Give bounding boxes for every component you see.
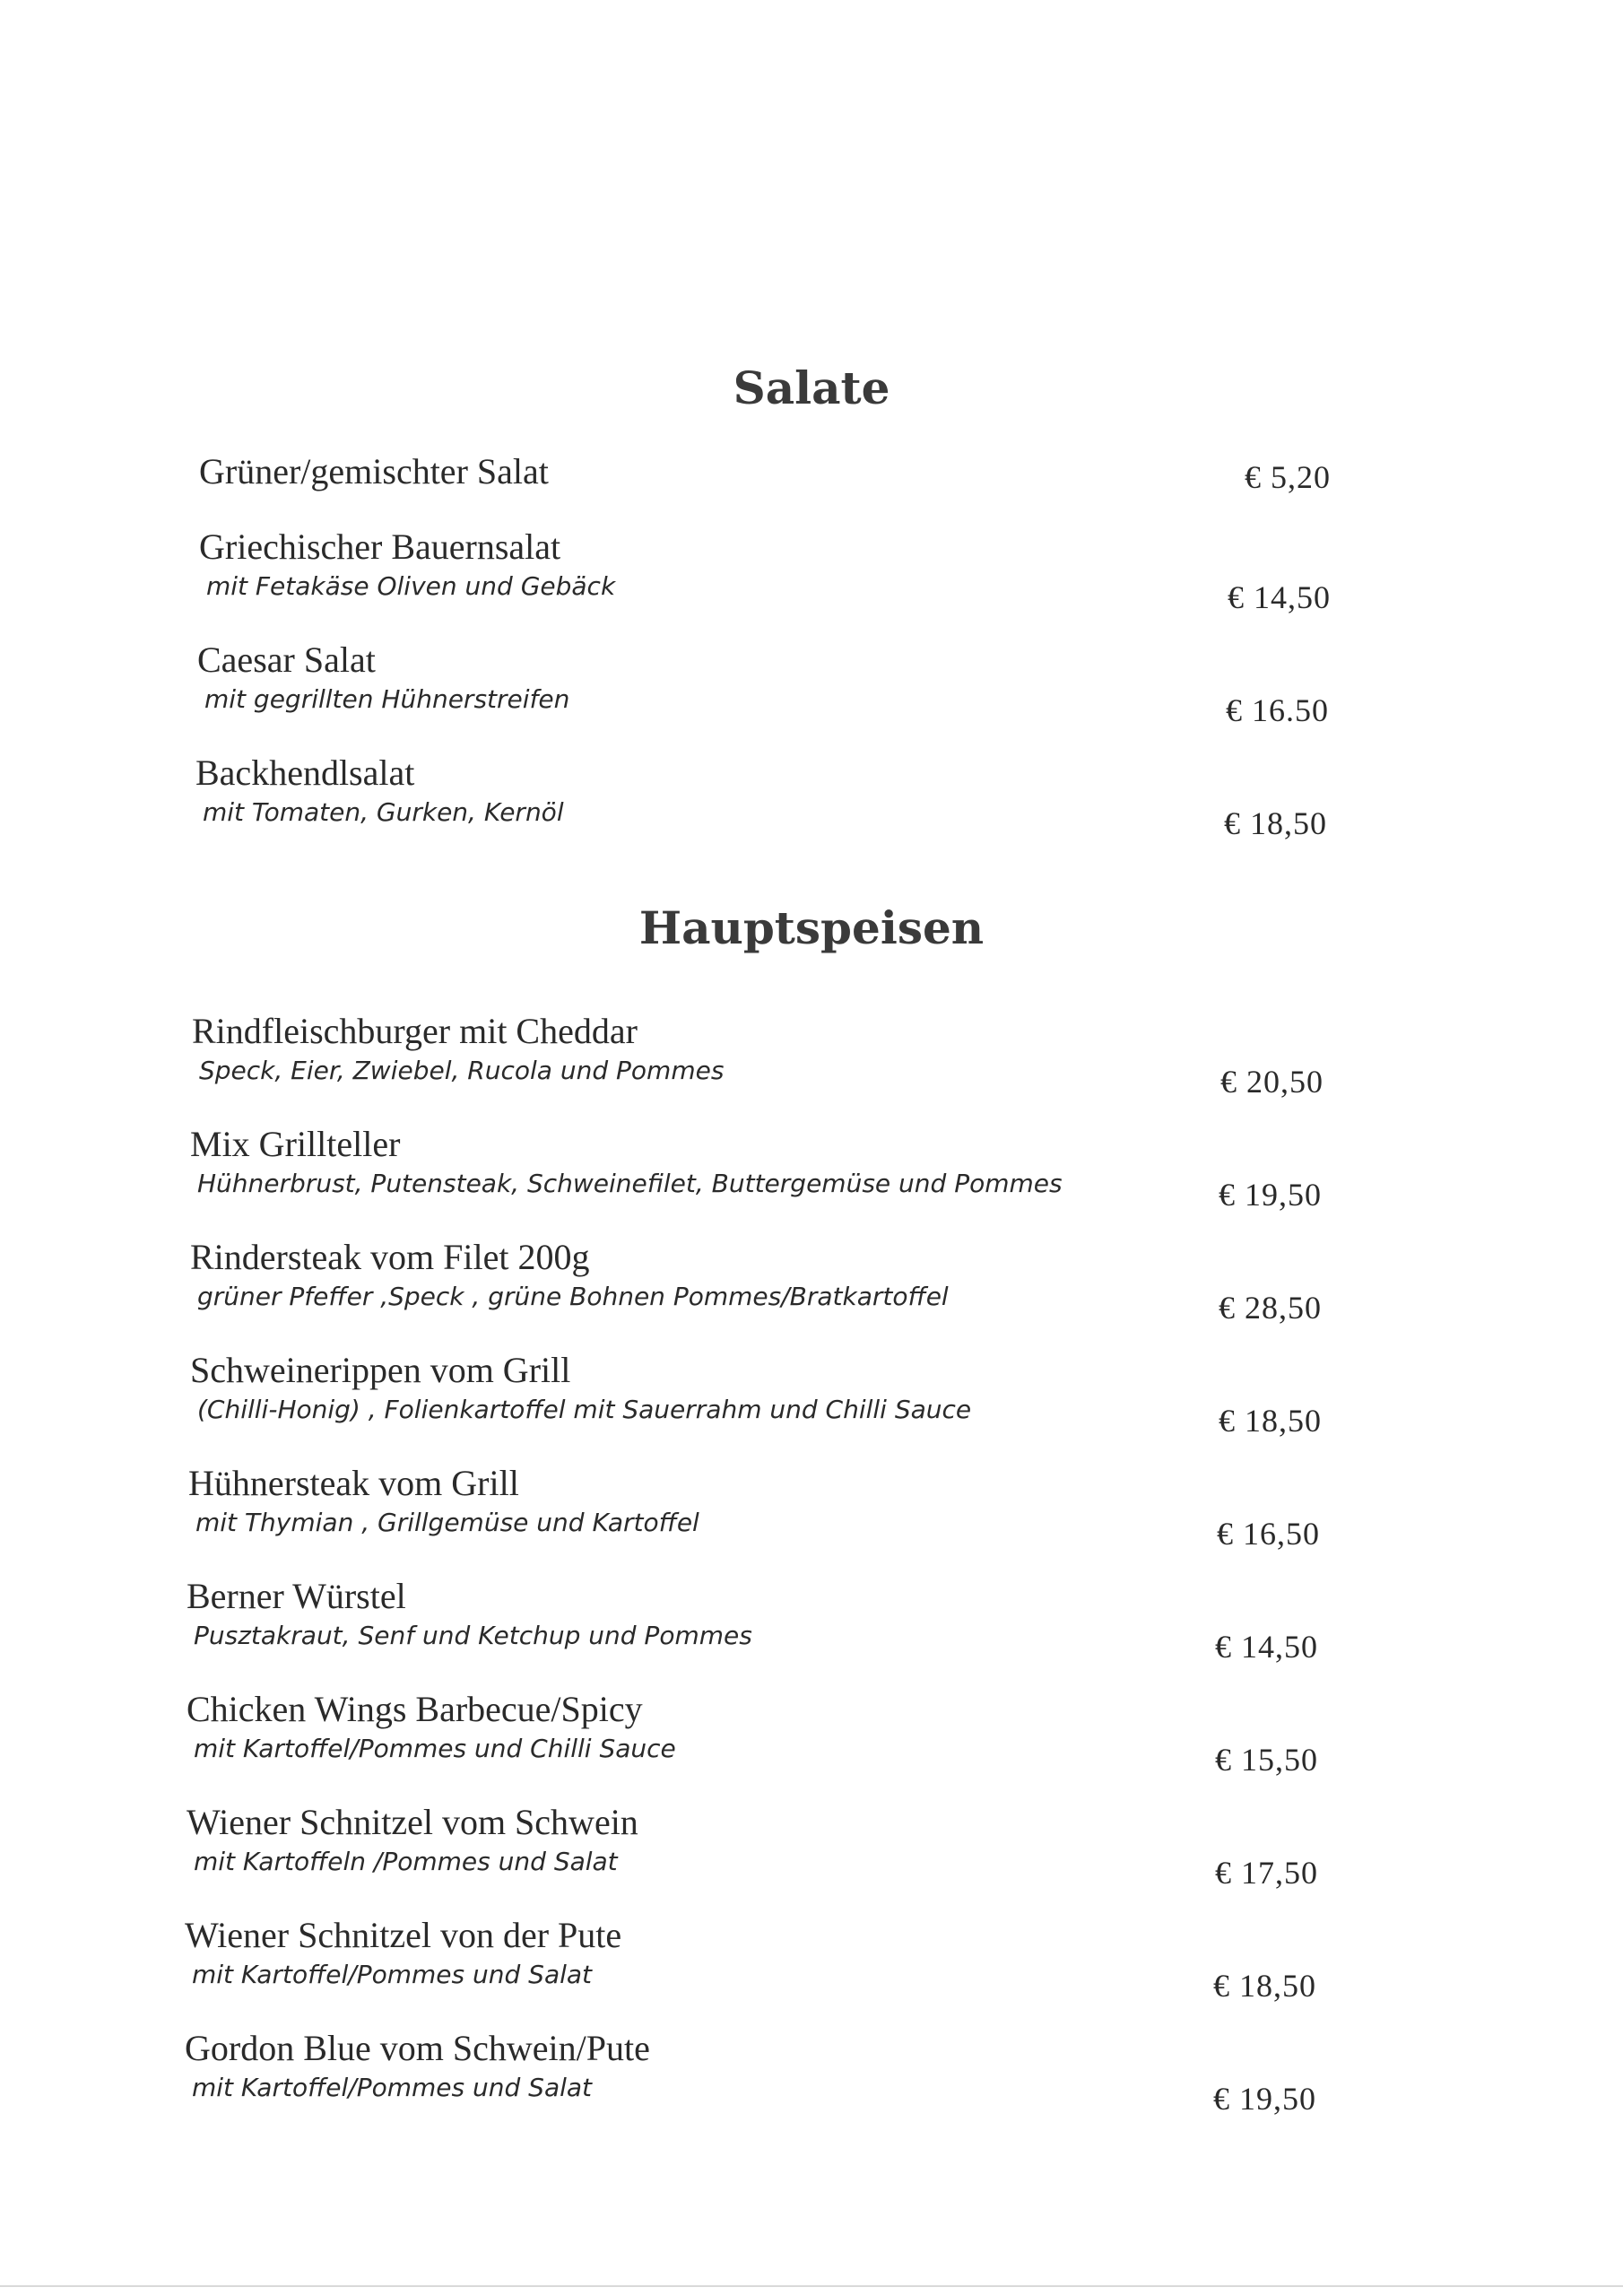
item-name: Rindfleischburger mit Cheddar <box>192 1011 638 1051</box>
item-name: Schweinerippen vom Grill <box>190 1350 571 1390</box>
menu-item-wiener-schnitzel-pute <box>185 1915 1316 2016</box>
item-name: Grüner/gemischter Salat <box>199 451 549 491</box>
item-description: mit Tomaten, Gurken, Kernöl <box>203 797 564 827</box>
item-description: grüner Pfeffer ,Speck , grüne Bohnen Pommes/Bratkartoffel <box>197 1282 949 1311</box>
item-price: € 28,50 <box>1219 1290 1322 1326</box>
item-name: Mix Grillteller <box>190 1124 401 1164</box>
item-description: mit Thymian , Grillgemüse und Kartoffel <box>195 1508 699 1537</box>
section-title-hauptspeisen: Hauptspeisen <box>638 901 985 954</box>
item-name: Gordon Blue vom Schwein/Pute <box>185 2028 650 2068</box>
section-title-salate: Salate <box>733 361 890 414</box>
page-bottom-edge <box>0 2285 1623 2287</box>
item-description: (Chilli-Honig) , Folienkartoffel mit Sauerrahm und Chilli Sauce <box>197 1395 972 1424</box>
item-description: mit Kartoffel/Pommes und Salat <box>192 1960 593 1989</box>
item-price: € 15,50 <box>1215 1742 1318 1778</box>
menu-item-huehnersteak <box>188 1465 1320 1564</box>
item-price: € 20,50 <box>1220 1064 1324 1100</box>
menu-item-rindersteak <box>190 1239 1322 1338</box>
item-description: mit Kartoffel/Pommes und Salat <box>192 2073 593 2102</box>
item-name: Griechischer Bauernsalat <box>199 526 561 567</box>
item-description: mit Kartoffel/Pommes und Chilli Sauce <box>194 1734 676 1763</box>
item-name: Chicken Wings Barbecue/Spicy <box>187 1689 643 1729</box>
menu-item-wiener-schnitzel-schwein <box>187 1802 1318 1903</box>
item-description: Hühnerbrust, Putensteak, Schweinefilet, Buttergemüse und Pommes <box>197 1169 1063 1198</box>
item-price: € 16.50 <box>1226 692 1329 728</box>
item-price: € 14,50 <box>1228 579 1331 615</box>
item-name: Berner Würstel <box>187 1576 406 1616</box>
item-description: mit Kartoffeln /Pommes und Salat <box>194 1847 618 1876</box>
item-price: € 19,50 <box>1213 2081 1316 2117</box>
item-price: € 18,50 <box>1224 805 1327 841</box>
item-price: € 18,50 <box>1219 1403 1322 1439</box>
item-description: Pusztakraut, Senf und Ketchup und Pommes <box>194 1621 752 1650</box>
item-price: € 19,50 <box>1219 1177 1322 1213</box>
menu-item-caesar-salat <box>197 639 1329 741</box>
item-name: Rindersteak vom Filet 200g <box>190 1237 590 1277</box>
item-name: Wiener Schnitzel vom Schwein <box>187 1802 638 1842</box>
item-price: € 5,20 <box>1245 459 1331 495</box>
item-description: mit gegrillten Hühnerstreifen <box>204 684 570 714</box>
item-price: € 14,50 <box>1215 1629 1318 1665</box>
menu-item-griechischer-bauernsalat <box>199 526 1331 628</box>
item-name: Caesar Salat <box>197 639 376 680</box>
menu-item-rindfleischburger <box>192 1013 1324 1112</box>
item-name: Hühnersteak vom Grill <box>188 1463 519 1503</box>
item-description: mit Fetakäse Oliven und Gebäck <box>206 571 616 601</box>
menu-item-backhendlsalat <box>195 752 1327 854</box>
item-name: Wiener Schnitzel von der Pute <box>185 1915 622 1955</box>
item-price: € 17,50 <box>1215 1855 1318 1891</box>
menu-item-schweinerippen <box>190 1352 1322 1451</box>
menu-item-chicken-wings <box>187 1689 1318 1790</box>
menu-item-berner-wuerstel <box>187 1578 1318 1677</box>
item-name: Backhendlsalat <box>195 752 415 793</box>
item-description: Speck, Eier, Zwiebel, Rucola und Pommes <box>199 1056 725 1085</box>
menu-item-gordon-blue <box>185 2028 1316 2129</box>
item-price: € 18,50 <box>1213 1968 1316 2004</box>
menu-item-mix-grillteller <box>190 1126 1322 1225</box>
item-price: € 16,50 <box>1217 1516 1320 1552</box>
